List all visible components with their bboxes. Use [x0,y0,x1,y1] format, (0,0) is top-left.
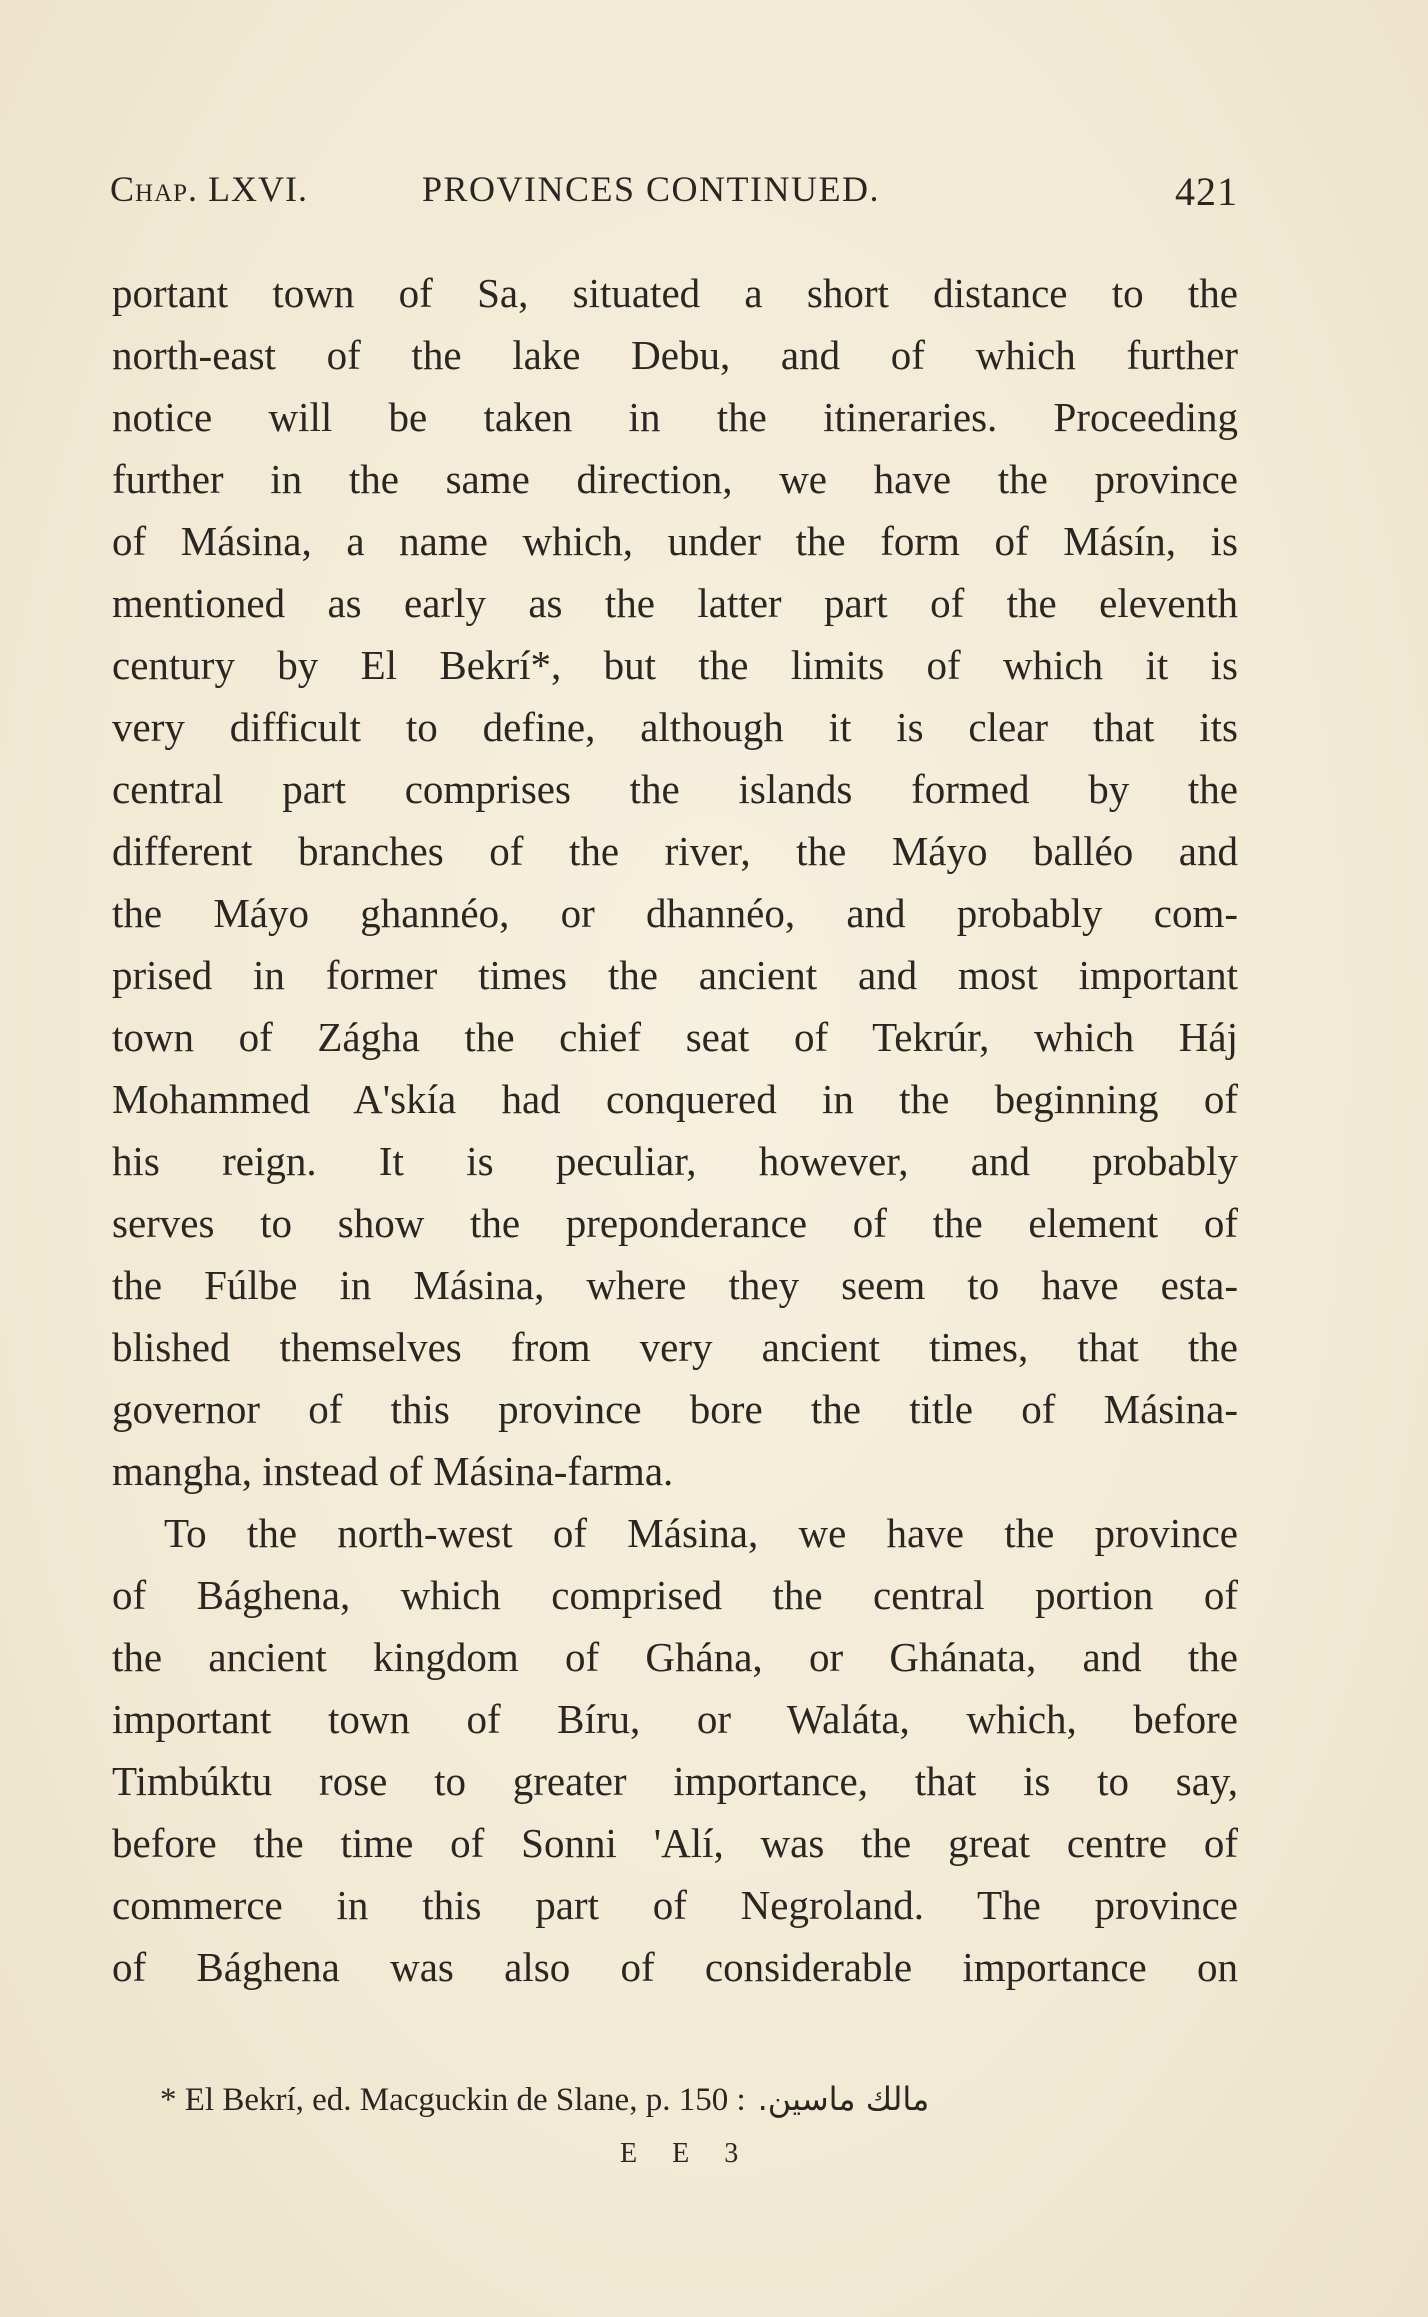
footnote-arabic: مالك ماسين. [757,2080,930,2118]
text-line: town of Zágha the chief seat of Tekrúr, which Háj [112,1014,1238,1060]
text-line: Timbúktu rose to greater importance, that is to say, [112,1758,1238,1804]
text-line: different branches of the river, the Máyo balléo and [112,828,1238,874]
text-line: governor of this province bore the title of Másina- [112,1386,1238,1432]
text-line: his reign. It is peculiar, however, and probably [112,1138,1238,1184]
text-line: century by El Bekrí*, but the limits of which it is [112,642,1238,688]
signature-mark: E E 3 [620,2138,753,2169]
text-line: To the north-west of Másina, we have the province [164,1510,1238,1556]
running-head [110,168,1238,212]
text-line: the ancient kingdom of Ghána, or Ghánata, and the [112,1634,1238,1680]
text-line: prised in former times the ancient and most important [112,952,1238,998]
text-line: north-east of the lake Debu, and of which further [112,332,1238,378]
chapter-label: Chap. LXVI. [110,169,308,209]
text-line: central part comprises the islands formed by the [112,766,1238,812]
text-line: before the time of Sonni 'Alí, was the great centre of [112,1820,1238,1866]
text-line: further in the same direction, we have the province [112,456,1238,502]
footnote [160,2076,1238,2122]
text-line: notice will be taken in the itineraries. Proceeding [112,394,1238,440]
section-title: PROVINCES CONTINUED. [422,169,881,209]
text-line: portant town of Sa, situated a short distance to the [112,270,1238,316]
page-number: 421 [1175,169,1238,214]
text-line: serves to show the preponderance of the element of [112,1200,1238,1246]
text-line: mangha, instead of Másina-farma. [112,1448,674,1494]
footnote-text: * El Bekrí, ed. Macguckin de Slane, p. 150 : [160,2082,746,2118]
text-line: the Máyo ghannéo, or dhannéo, and probably com- [112,890,1238,936]
text-line: Mohammed A'skía had conquered in the beginning of [112,1076,1238,1122]
text-line: mentioned as early as the latter part of the eleventh [112,580,1238,626]
text-line: of Másina, a name which, under the form of Másín, is [112,518,1238,564]
text-line: important town of Bíru, or Waláta, which, before [112,1696,1238,1742]
text-line: very difficult to define, although it is clear that its [112,704,1238,750]
text-line: the Fúlbe in Másina, where they seem to have esta- [112,1262,1238,1308]
text-line: commerce in this part of Negroland. The province [112,1882,1238,1928]
text-line: of Bághena, which comprised the central portion of [112,1572,1238,1618]
text-line: of Bághena was also of considerable importance on [112,1944,1238,1990]
text-line: blished themselves from very ancient times, that the [112,1324,1238,1370]
body-text [112,262,1238,1998]
